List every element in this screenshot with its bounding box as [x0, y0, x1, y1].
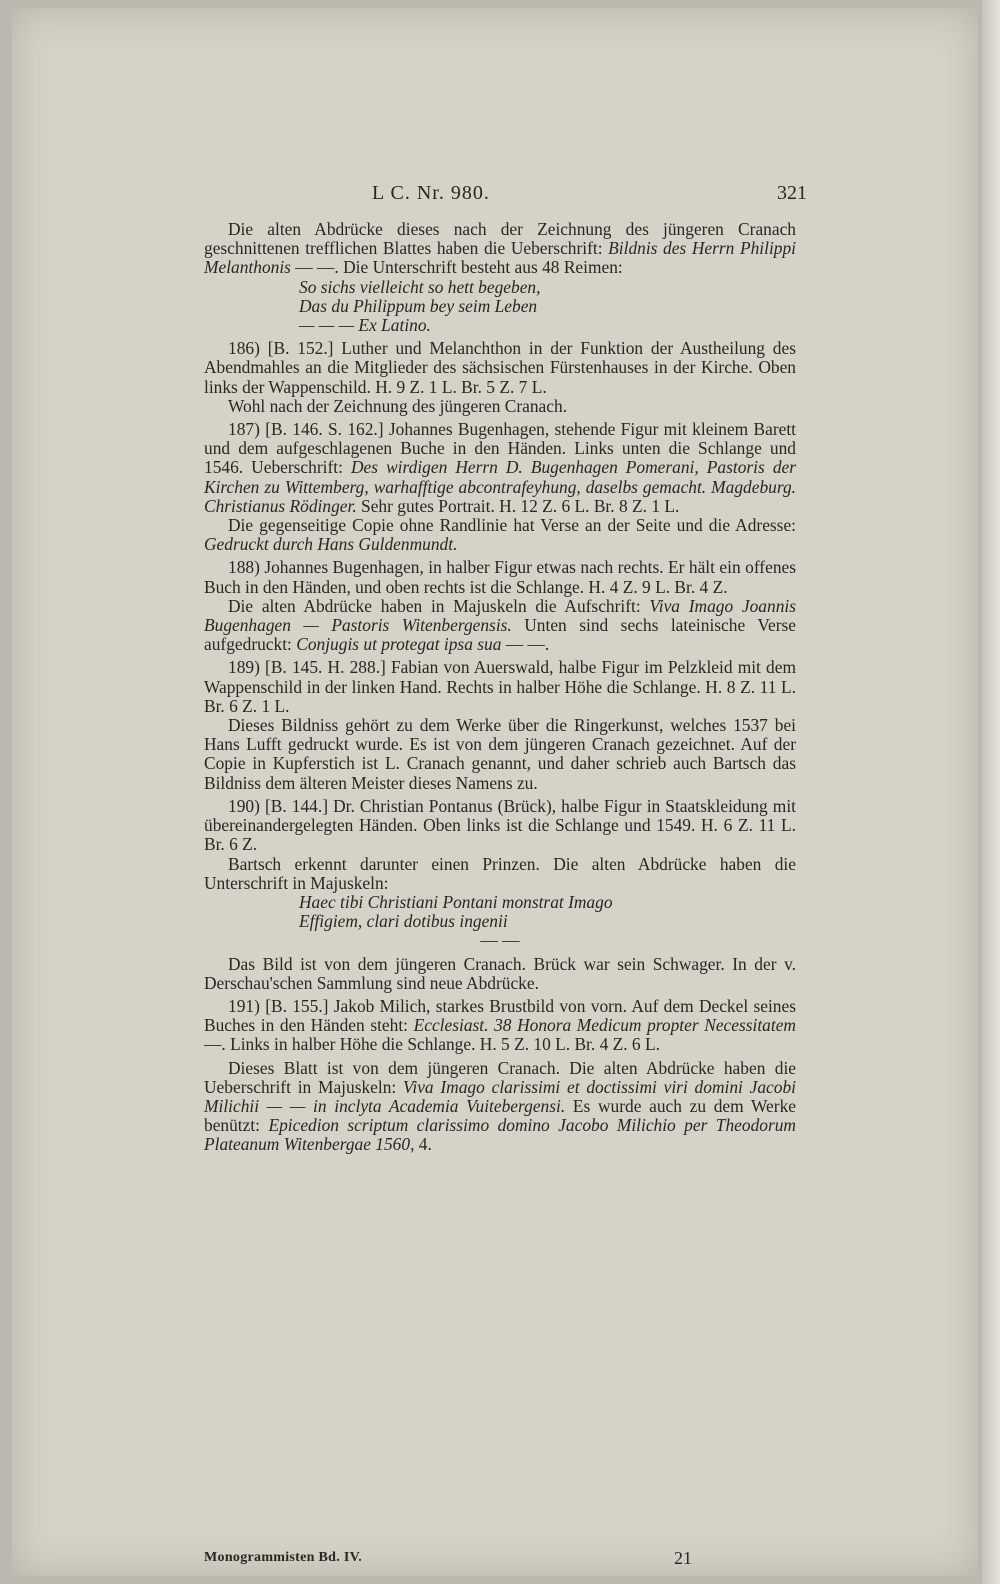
book-page [12, 8, 978, 1576]
entry-188-note: Die alten Abdrücke haben in Majuskeln die Aufschrift: Viva Imago Joannis Bugenhagen — Pastoris Witenbergensis. Unten sind sechs lateinische Verse aufgedruckt: Conjugis ut protegat ipsa sua — —. [204, 595, 796, 655]
entry-190-note: Bartsch erkennt darunter einen Prinzen. Die alten Abdrücke haben die Unterschrift in Majuskeln: [204, 853, 796, 893]
verse-line: So sichs vielleicht so hett begeben, [299, 276, 541, 297]
verse-line: Effigiem, clari dotibus ingenii [299, 911, 508, 932]
entry-190: 190) [B. 144.] Dr. Christian Pontanus (Brück), halbe Figur in Staatskleidung mit übereinandergelegten Händen. Oben links ist die Schlange und 1549. H. 6 Z. 11 L. Br. 6 Z. [204, 795, 796, 855]
entry-191: 191) [B. 155.] Jakob Milich, starkes Brustbild von vorn. Auf dem Deckel seines Buches in den Händen steht: Ecclesiast. 38 Honora Medicum propter Necessitatem —. Links in halber Höhe die Schlange. H. 5 Z. 10 L. Br. 4 Z. 6 L. [204, 995, 796, 1055]
running-title: L C. Nr. 980. [372, 182, 490, 204]
page-footer [204, 1550, 796, 1572]
entry-187-note: Die gegenseitige Copie ohne Randlinie hat Verse an der Seite und die Adresse: Gedruckt durch Hans Guldenmundt. [204, 515, 796, 555]
verse-line: Das du Philippum bey seim Leben [299, 295, 538, 316]
verse-line: — — [480, 930, 520, 951]
intro-paragraph: Die alten Abdrücke dieses nach der Zeichnung des jüngeren Cranach geschnittenen trefflichen Blattes haben die Ueberschrift: Bildnis des Herrn Philippi Melanthonis — —. Die Unterschrift besteht aus 48 Reimen: [204, 219, 796, 278]
page-number: 321 [777, 182, 807, 204]
body-text [204, 220, 796, 1155]
verse-line: — — — Ex Latino. [299, 315, 431, 336]
entry-189: 189) [B. 145. H. 288.] Fabian von Auerswald, halbe Figur im Pelzkleid mit dem Wappenschild in der linken Hand. Rechts in halber Höhe die Schlange. H. 8 Z. 11 L. Br. 6 Z. 1 L. [204, 657, 796, 716]
entry-191-note: Dieses Blatt ist von dem jüngeren Cranach. Die alten Abdrücke haben die Ueberschrift in Majuskeln: Viva Imago clarissimi et doctissimi viri domini Jacobi Milichii — — in inclyta Academia Vuitebergensi. Es wurde auch zu dem Werke benützt: Epicedion scriptum clarissimo domino Jacobo Milichio per Theodorum Plateanum Witenbergae 1560, 4. [204, 1057, 796, 1155]
signature-number: 21 [674, 1548, 692, 1568]
entry-186-note: Wohl nach der Zeichnung des jüngeren Cranach. [228, 395, 568, 416]
signature-line: Monogrammisten Bd. IV. [204, 1550, 363, 1565]
entry-187: 187) [B. 146. S. 162.] Johannes Bugenhagen, stehende Figur mit kleinem Barett und dem aufgeschlagenen Buche in den Händen. Links unten die Schlange und 1546. Ueberschrift: Des wirdigen Herrn D. Bugenhagen Pomerani, Pastoris der Kirchen zu Wittemberg, warhafftige abcontrafeyhung, daselbs gemacht. Magdeburg. Christianus Rödinger. Sehr gutes Portrait. H. 12 Z. 6 L. Br. 8 Z. 1 L. [204, 419, 797, 516]
entry-186: 186) [B. 152.] Luther und Melanchthon in der Funktion der Austheilung des Abendmahles an die Mitglieder des sächsischen Fürstenhauses in der Kirche. Oben links der Wappenschild. H. 9 Z. 1 L. Br. 5 Z. 7 L. [204, 338, 796, 397]
verse-line: Haec tibi Christiani Pontani monstrat Imago [299, 891, 613, 912]
page-edge [982, 0, 1000, 1584]
entry-188: 188) Johannes Bugenhagen, in halber Figur etwas nach rechts. Er hält ein offenes Buch in den Händen, und oben rechts ist die Schlange. H. 4 Z. 9 L. Br. 4 Z. [204, 557, 796, 597]
entry-190-remark: Das Bild ist von dem jüngeren Cranach. Brück war sein Schwager. In der v. Derschau'schen Sammlung sind neue Abdrücke. [204, 953, 796, 993]
entry-189-note: Dieses Bildniss gehört zu dem Werke über die Ringerkunst, welches 1537 bei Hans Lufft gedruckt wurde. Es ist von dem jüngeren Cranach gezeichnet. Auf der Copie in Kupferstich ist L. Cranach genannt, und daher schrieb auch Bartsch das Bildniss dem älteren Meister dieses Namens zu. [204, 715, 796, 793]
page-header [12, 182, 978, 212]
